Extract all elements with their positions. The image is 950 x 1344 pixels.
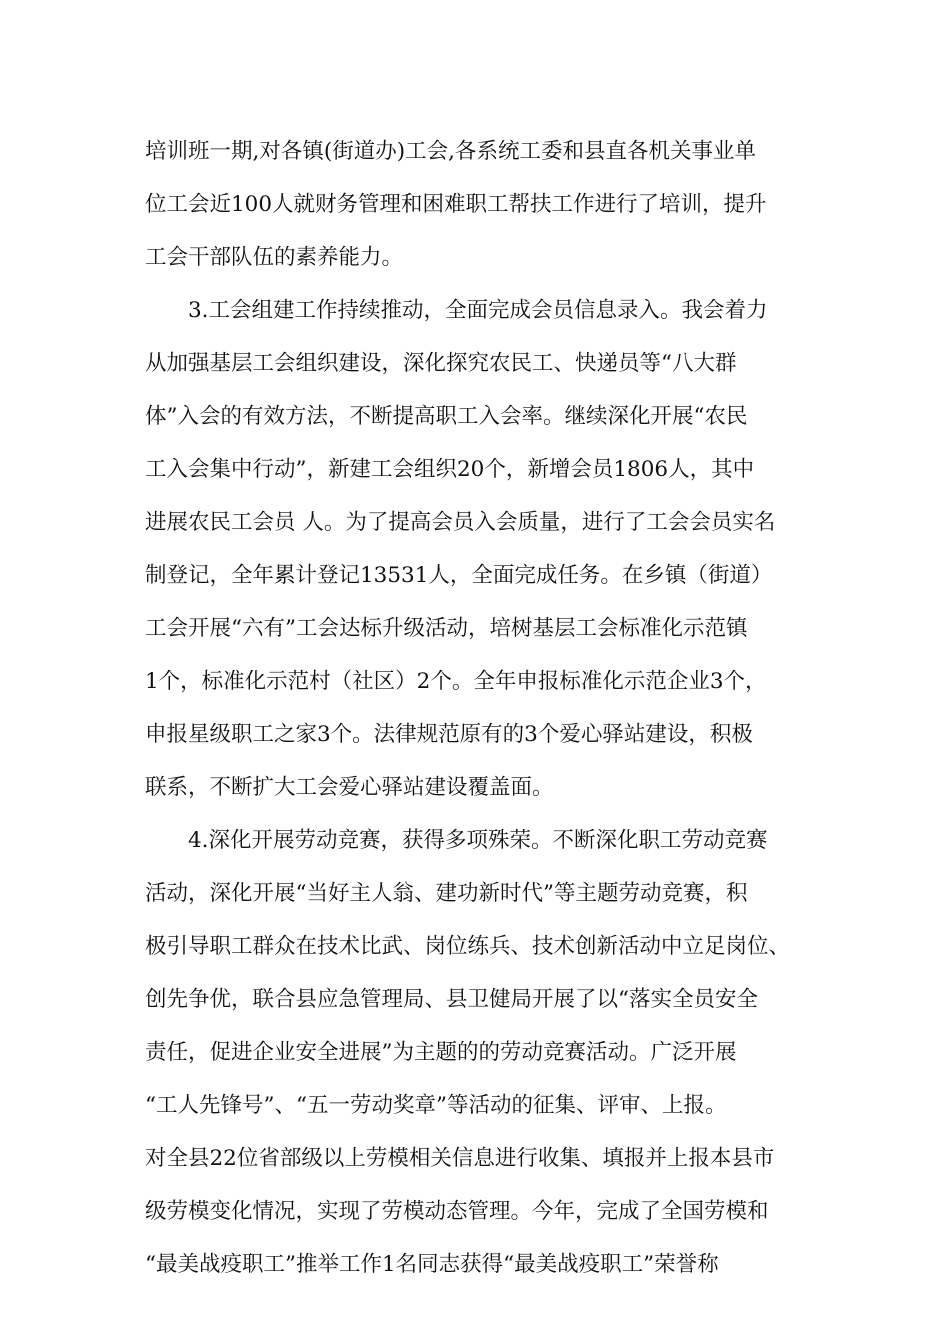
text-line: 工会干部队伍的素养能力。 xyxy=(145,245,404,270)
text-line: 对全县22位省部级以上劳模相关信息进行收集、填报并上报本县市 xyxy=(145,1146,775,1171)
text-line: 工入会集中行动”，新建工会组织20个，新增会员1806人，其中 xyxy=(145,457,755,482)
text-line: 位工会近100人就财务管理和困难职工帮扶工作进行了培训，提升 xyxy=(145,192,767,217)
text-line: 进展农民工会员 人。为了提高会员入会质量，进行了工会会员实名 xyxy=(145,510,776,535)
text-line: 联系，不断扩大工会爱心驿站建设覆盖面。 xyxy=(145,775,554,800)
text-line: 创先争优，联合县应急管理局、县卫健局开展了以“落实全员安全 xyxy=(145,987,758,1012)
text-line: 制登记，全年累计登记13531人，全面完成任务。在乡镇（街道） xyxy=(145,563,773,588)
text-line: 级劳模变化情况，实现了劳模动态管理。今年，完成了全国劳模和 xyxy=(145,1199,769,1224)
text-line: 体”入会的有效方法，不断提高职工入会率。继续深化开展“农民 xyxy=(145,404,748,429)
text-line: 责任，促进企业安全进展”为主题的的劳动竞赛活动。广泛开展 xyxy=(145,1040,737,1065)
text-line: 工会开展“六有”工会达标升级活动，培树基层工会标准化示范镇 xyxy=(145,616,748,641)
text-line: 极引导职工群众在技术比武、岗位练兵、技术创新活动中立足岗位、 xyxy=(145,934,791,959)
text-line: 培训班一期,对各镇(街道办)工会,各系统工委和县直各机关事业单 xyxy=(145,139,756,164)
text-line: “工人先锋号”、“五一劳动奖章”等活动的征集、评审、上报。 xyxy=(145,1093,727,1118)
text-line: 活动，深化开展“当好主人翁、建功新时代”等主题劳动竞赛，积 xyxy=(145,881,748,906)
text-line: “最美战疫职工”推举工作1名同志获得“最美战疫职工”荣誉称 xyxy=(145,1252,719,1277)
text-line: 4.深化开展劳动竞赛，获得多项殊荣。不断深化职工劳动竞赛 xyxy=(145,828,768,853)
text-line: 1个，标准化示范村（社区）2个。全年申报标准化示范企业3个， xyxy=(145,669,767,694)
text-line: 从加强基层工会组织建设，深化探究农民工、快递员等“八大群 xyxy=(145,351,737,376)
text-line: 3.工会组建工作持续推动，全面完成会员信息录入。我会着力 xyxy=(145,298,768,323)
text-line: 申报星级职工之家3个。法律规范原有的3个爱心驿站建设，积极 xyxy=(145,722,753,747)
